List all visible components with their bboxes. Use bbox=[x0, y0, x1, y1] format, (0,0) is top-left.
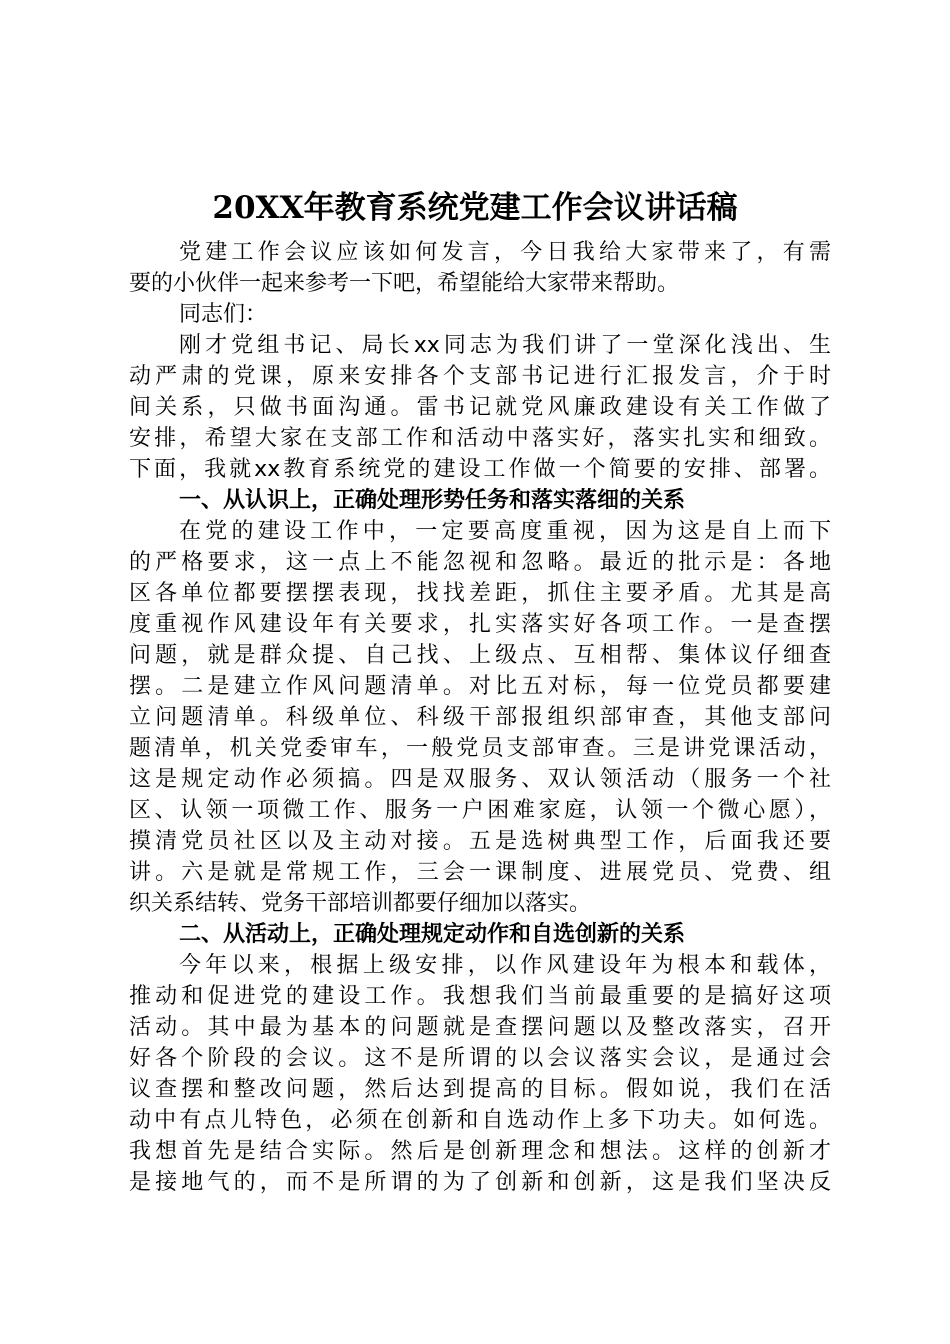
body-line: 摸清党员社区以及主动对接。五是选树典型工作，后面我还要 bbox=[129, 829, 831, 854]
body-line: 立问题清单。科级单位、科级干部报组织部审查，其他支部问 bbox=[129, 705, 831, 730]
body-line: 我想首先是结合实际。然后是创新理念和想法。这样的创新才 bbox=[129, 1139, 831, 1164]
body-line: 要的小伙伴一起来参考一下吧，希望能给大家带来帮助。 bbox=[129, 271, 680, 296]
body-line: 讲。六是就是常规工作，三会一课制度、进展党员、党费、组 bbox=[129, 860, 831, 885]
document-body bbox=[129, 237, 831, 1198]
body-line: 安排，希望大家在支部工作和活动中落实好，落实扎实和细致。 bbox=[129, 426, 831, 451]
body-line: 区、认领一项微工作、服务一户困难家庭，认领一个微心愿）， bbox=[129, 798, 831, 823]
body-line: 动中有点儿特色，必须在创新和自选动作上多下功夫。如何选。 bbox=[129, 1108, 831, 1133]
section-heading: 一、从认识上，正确处理形势任务和落实落细的关系 bbox=[179, 488, 686, 513]
body-line: 好各个阶段的会议。这不是所谓的以会议落实会议，是通过会 bbox=[129, 1046, 831, 1071]
body-line: 这是规定动作必须搞。四是双服务、双认领活动（服务一个社 bbox=[129, 767, 831, 792]
body-line: 动严肃的党课，原来安排各个支部书记进行汇报发言，介于时 bbox=[129, 364, 831, 389]
body-line: 题清单，机关党委审车，一般党员支部审查。三是讲党课活动， bbox=[129, 736, 831, 761]
body-line: 议查摆和整改问题，然后达到提高的目标。假如说，我们在活 bbox=[129, 1077, 831, 1102]
body-line: 同志们： bbox=[179, 302, 268, 327]
body-line: 是接地气的，而不是所谓的为了创新和创新，这是我们坚决反 bbox=[129, 1170, 831, 1195]
body-line: 度重视作风建设年有关要求，扎实落实好各项工作。一是查摆 bbox=[129, 612, 831, 637]
section-heading: 二、从活动上，正确处理规定动作和自选创新的关系 bbox=[179, 922, 686, 947]
body-line: 问题，就是群众提、自己找、上级点、互相帮、集体议仔细查 bbox=[129, 643, 831, 668]
body-line: 织关系结转、党务干部培训都要仔细加以落实。 bbox=[129, 891, 592, 916]
body-line: 在党的建设工作中，一定要高度重视，因为这是自上而下 bbox=[179, 519, 831, 544]
body-line: 刚才党组书记、局长xx同志为我们讲了一堂深化浅出、生 bbox=[179, 333, 831, 358]
body-line: 下面，我就xx教育系统党的建设工作做一个简要的安排、部署。 bbox=[129, 457, 831, 482]
body-line: 区各单位都要摆摆表现，找找差距，抓住主要矛盾。尤其是高 bbox=[129, 581, 831, 606]
body-line: 今年以来，根据上级安排，以作风建设年为根本和载体， bbox=[179, 953, 831, 978]
document-title: 20XX年教育系统党建工作会议讲话稿 bbox=[212, 190, 738, 226]
body-line: 摆。二是建立作风问题清单。对比五对标，每一位党员都要建 bbox=[129, 674, 831, 699]
body-line: 活动。其中最为基本的问题就是查摆问题以及整改落实，召开 bbox=[129, 1015, 831, 1040]
body-line: 的严格要求，这一点上不能忽视和忽略。最近的批示是：各地 bbox=[129, 550, 831, 575]
body-line: 党建工作会议应该如何发言，今日我给大家带来了，有需 bbox=[179, 240, 831, 265]
body-line: 推动和促进党的建设工作。我想我们当前最重要的是搞好这项 bbox=[129, 984, 831, 1009]
body-line: 间关系，只做书面沟通。雷书记就党风廉政建设有关工作做了 bbox=[129, 395, 831, 420]
